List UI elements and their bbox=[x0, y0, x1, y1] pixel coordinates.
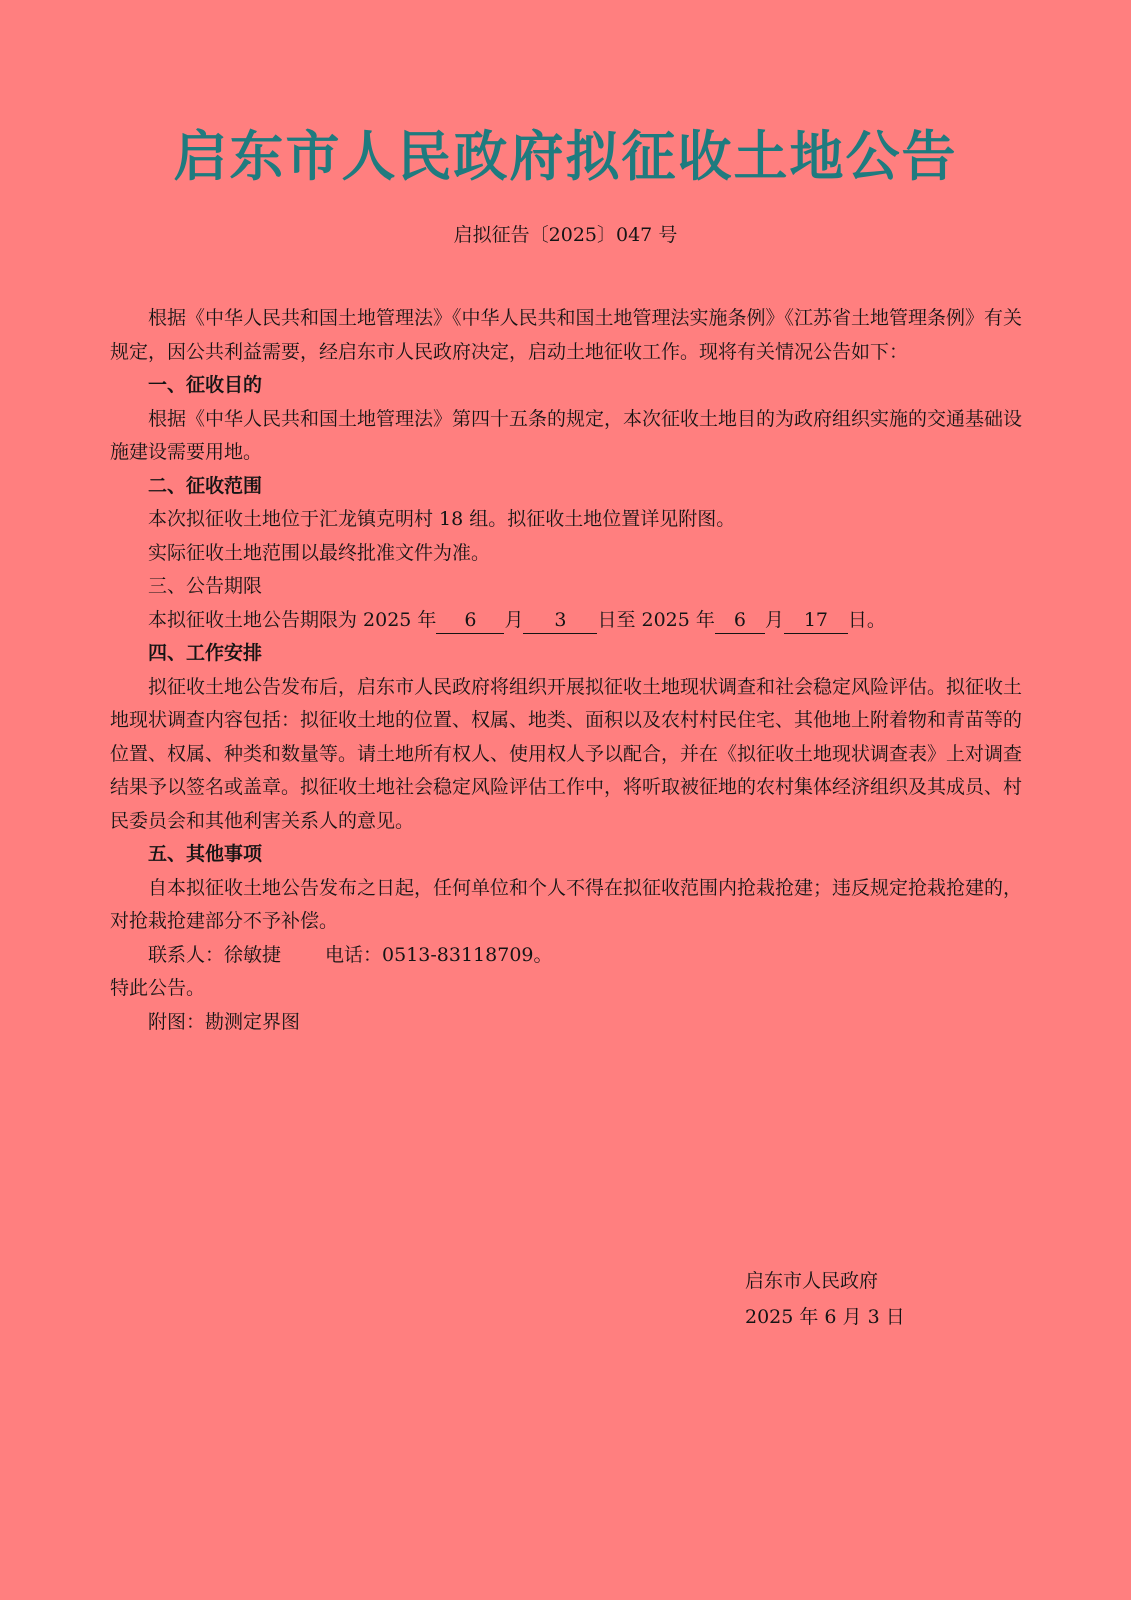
period-middle: 日至 2025 年 bbox=[597, 608, 715, 631]
signature-block bbox=[745, 1263, 905, 1335]
document-number: 启拟征告〔2025〕047 号 bbox=[453, 224, 678, 246]
month-label: 月 bbox=[504, 608, 524, 631]
period-paragraph bbox=[110, 604, 1022, 638]
end-month-blank: 6 bbox=[715, 607, 765, 634]
signature-date: 2025 年 6 月 3 日 bbox=[745, 1306, 905, 1328]
document-title: 启东市人民政府拟征收土地公告 bbox=[173, 124, 958, 188]
signature-org: 启东市人民政府 bbox=[745, 1270, 879, 1292]
section-heading-work: 四、工作安排 bbox=[148, 642, 263, 664]
start-day-blank: 3 bbox=[523, 607, 597, 634]
contact-person: 联系人：徐敏捷 bbox=[148, 943, 282, 966]
month-label-2: 月 bbox=[764, 608, 784, 631]
section-heading-other: 五、其他事项 bbox=[148, 843, 263, 865]
day-label: 日。 bbox=[847, 608, 886, 631]
section-heading-scope: 二、征收范围 bbox=[148, 474, 263, 497]
work-paragraph: 拟征收土地公告发布后，启东市人民政府将组织开展拟征收土地现状调查和社会稳定风险评估。拟征收土地现状调查内容包括：拟征收土地的位置、权属、地类、面积以及农村村民住宅、其他地上附着物和青苗等的位置、权属、种类和数量等。请土地所有权人、使用权人予以配合，并在《拟征收土地现状调查表》上对调查结果予以签名或盖章。拟征收土地社会稳定风险评估工作中，将听取被征地的农村集体经济组织及其成员、村民委员会和其他利害关系人的意见。 bbox=[110, 675, 1023, 832]
notice-body bbox=[110, 302, 1022, 1039]
section-heading-period: 三、公告期限 bbox=[148, 575, 263, 597]
scope-paragraph-final: 实际征收土地范围以最终批准文件为准。 bbox=[148, 541, 491, 564]
contact-phone: 电话：0513-83118709。 bbox=[325, 943, 553, 966]
scope-paragraph-location: 本次拟征收土地位于汇龙镇克明村 18 组。拟征收土地位置详见附图。 bbox=[148, 508, 736, 530]
purpose-paragraph: 根据《中华人民共和国土地管理法》第四十五条的规定，本次征收土地目的为政府组织实施的交通基础设施建设需要用地。 bbox=[110, 407, 1023, 463]
section-heading-purpose: 一、征收目的 bbox=[148, 374, 263, 396]
contact-line bbox=[110, 939, 1022, 973]
intro-paragraph: 根据《中华人民共和国土地管理法》《中华人民共和国土地管理法实施条例》《江苏省土地管理条例》有关规定，因公共利益需要，经启东市人民政府决定，启动土地征收工作。现将有关情况公告如下： bbox=[110, 307, 1023, 363]
attachment-line: 附图：勘测定界图 bbox=[148, 1010, 301, 1033]
other-paragraph: 自本拟征收土地公告发布之日起，任何单位和个人不得在拟征收范围内抢栽抢建；违反规定抢栽抢建的，对抢栽抢建部分不予补偿。 bbox=[110, 876, 1023, 932]
period-prefix: 本拟征收土地公告期限为 2025 年 bbox=[148, 608, 437, 631]
start-month-blank: 6 bbox=[436, 607, 504, 634]
end-day-blank: 17 bbox=[784, 607, 848, 634]
closing-line: 特此公告。 bbox=[110, 977, 206, 999]
